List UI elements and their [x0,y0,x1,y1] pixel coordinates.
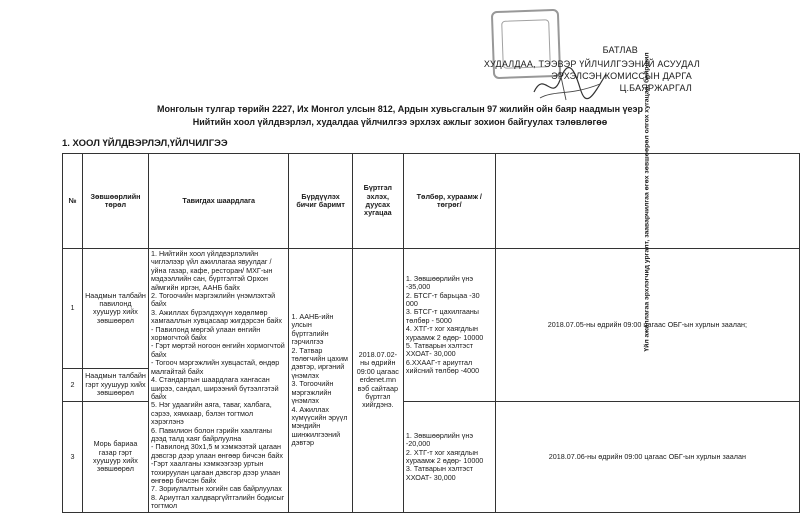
row-no: 2 [63,368,83,402]
section-title: 1. ХООЛ ҮЙЛДВЭРЛЭЛ,ҮЙЛЧИЛГЭЭ [62,138,228,149]
document-title-line-2: Нийтийн хоол үйлдвэрлэл, худалдаа үйлчилгээ эрхлэх ажлыг зохион байгуулах тэлөвлөгөө [192,117,608,127]
header-fees: Төлбөр, хураамж / төгрөг/ [403,154,495,249]
fees-cell-3: 1. Зөвшөөрлийн үнэ -20,000 2. ХТГ-т хог хаягдлын хураамж 2 өдөр- 10000 3. Татварын хэлтэст ХХОАТ- 30,000 [403,402,495,512]
row-no: 1 [63,249,83,369]
header-timing: Бүртгэл эхлэх, дуусах хугацаа [352,154,403,249]
timing-cell: 2018.07.02-ны өдрийн 09:00 цагаас erdenet.mn вэб сайтаар бүртгэл хийгдэнэ. [352,249,403,513]
header-requirements: Тавигдах шаардлага [148,154,288,249]
table-header-row [63,154,800,249]
row-type: Морь бариаа газар гэрт хуушуур хийх зөвшөөрөл [82,402,148,512]
approval-line-2: ЭРХЭЛСЭН КОМИССЫН ДАРГА [551,71,692,81]
header-no: № [63,154,83,249]
deadline-cell-3: 2018.07.06-ны өдрийн 09:00 цагаас ОБГ-ын хурлын заалан [495,402,799,512]
fees-cell-1: 1. Зөвшөөрлийн үнэ -35,000 2. БТСГ-т барьцаа -30 000 3. БТСГ-т цахилгааны төлбөр - 5000 4. ХТГ-т хог хаягдлын хураамж 2 өдөр- 10000 5. Татварын хэлтэст ХХОАТ- 30,000 6.ХХААГ-т ариутгал хийсний төлбөр -4000 [403,249,495,402]
row-no: 3 [63,402,83,512]
document-title-line-1: Монголын тулгар төрийн 2227, Их Монгол улсын 812, Ардын хувьсгалын 97 жилийн ойн баяр наадмын үеэр [157,104,643,114]
row-type: Наадмын талбайн павилонд хуушуур хийх зөвшөөрөл [82,249,148,369]
requirements-cell: 1. Нийтийн хоол үйлдвэрлэлийн чиглэлээр үйл ажиллагаа явуулдаг /уйна газар, кафе, ресторан/ МХГ-ын мэдээллийн сан, бүртгэлтэй Орхон аймгийн иргэн, ААНБ байх 2. Тогоочийн мэргэжлийн үнэмлэхтэй байх 3. Ажиллах бүрэлдэхүүн хөдөлмөр хамгааллын хувцасаар жигдэрсэн байх - Павилонд мөргэй улаан өнгийн хормогчтой байх - Гэрт мөртэй ногоон өнгийн хормогчтой байх - Тогооч мэргэжлийн хувцастай, өндөр малгайтай байх 4. Стандартын шаардлага хангасан ширээ, сандал, ширээний бүтээлгэтэй байх 5. Нэг удаагийн аяга, таваг, халбага, сэрээ, хямхаар, бэлэн тогтмол хэрэглэнэ 6. Павилион болон гэрийн хаалганы дээд талд хаяг байрлуулна - Павилонд 30х1,5 м хэмжээтэй цагаан дэвсгэр дээр улаан өнгөөр бичсэн байх -Гэрт хаалганы хэмжээгээр уртын тохируулан цагаан дэвсгэр дээр улаан өнгөөр бичсэн байх 7. Зориулалтын хогийн сав байрлуулах 8. Ариутгал халдваргүйтгэлийн бодисыг тогтмол [148,249,288,513]
header-documents: Бүрдүүлэх бичиг баримт [289,154,352,249]
deadline-cell-1: 2018.07.05-ны өдрийн 09:00 цагаас ОБГ-ын хурлын заалан; [495,249,799,402]
approval-line-1: ХУДАЛДАА, ТЭЭВЭР ҮЙЛЧИЛГЭЭНИЙ АСУУДАЛ [483,59,700,69]
row-type: Наадмын талбайн гэрт хуушуур хийх зөвшөөрөл [82,368,148,402]
approval-heading: БАТЛАВ [602,45,638,55]
header-deadline-text: Үйл ажиллагаа эрхлэгчид ургалт, зааварчилгаа өгөх зөвшөөрөл олгох хугацаа, байршил [643,51,651,352]
table-row [63,249,800,369]
documents-cell: 1. ААНБ-ийн улсын бүртгэлийн гэрчилгээ 2. Татвар төлөгчийн цахим дэвтэр, иргэний үнэмлэх 3. Тогоочийн мэргэжлийн үнэмлэх 4. Ажиллах хүмүүсийн эрүүл мэндийн шинжилгээний дэвтэр [289,249,352,513]
header-type: Зөвшөөрлийн төрөл [82,154,148,249]
approval-line-3: Ц.БАЯРЖАРГАЛ [619,83,692,93]
